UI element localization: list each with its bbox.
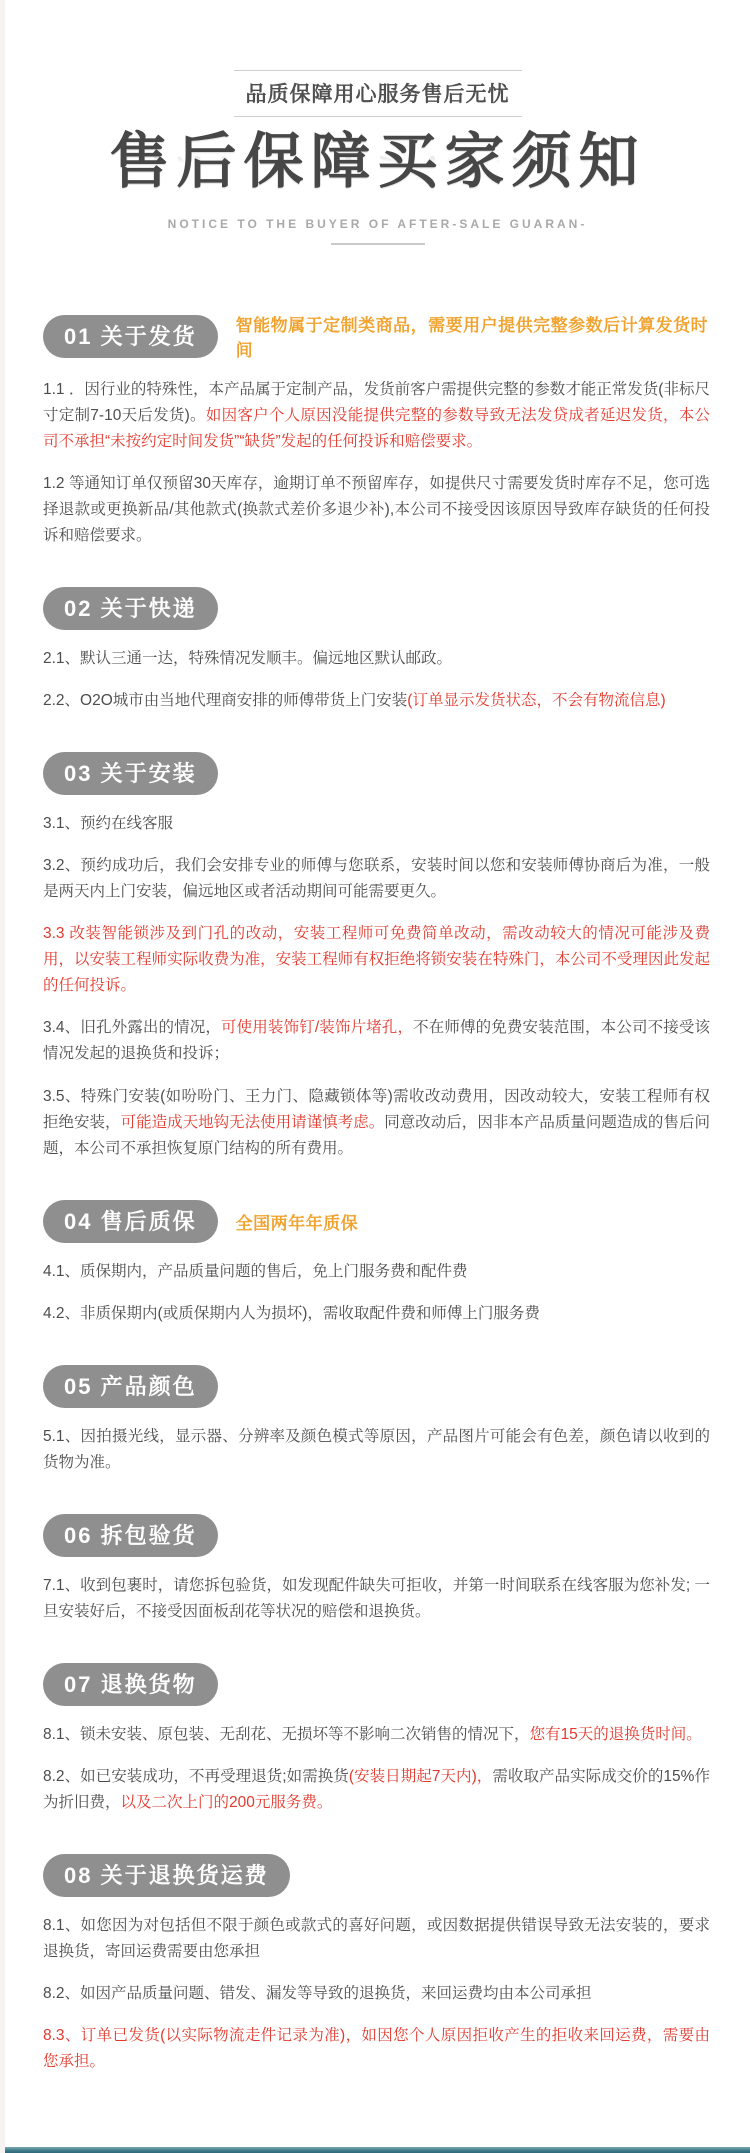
- tagline-box: [234, 70, 522, 117]
- paragraph: [43, 1981, 710, 2007]
- text: 2.2、O2O城市由当地代理商安排的师傅带货上门安装: [43, 692, 408, 710]
- section-08: [43, 1854, 710, 2075]
- section-header-row: [43, 1663, 710, 1706]
- paragraph: [43, 1424, 710, 1476]
- section-badge-03: 03 关于安装: [43, 752, 218, 795]
- header: [5, 0, 750, 245]
- text: 8.2、如因产品质量问题、错发、漏发等导致的退换货，来回运费均由本公司承担: [43, 1984, 592, 2002]
- text: 8.1、如您因为对包括但不限于颜色或款式的喜好问题，或因数据提供错误导致无法安装的，要求退换货，寄回运费需要由您承担: [43, 1916, 710, 1960]
- paragraph: [43, 471, 710, 549]
- section-badge-04: 04 售后质保: [43, 1200, 218, 1243]
- section-02: [43, 587, 710, 714]
- paragraph: [43, 2023, 710, 2075]
- section-05: [43, 1365, 710, 1476]
- page-subtitle-en: NOTICE TO THE BUYER OF AFTER-SALE GUARAN-: [167, 217, 588, 231]
- section-badge-05: 05 产品颜色: [43, 1365, 218, 1408]
- text-highlight-red: 如因客户个人原因没能提供完整的参数导致无法发贷成者延迟发货，本公司不承担“未按约定时间发货”“缺货”发起的任何投诉和赔偿要求。: [43, 407, 710, 451]
- section-04: [43, 1200, 710, 1327]
- text: 3.4、旧孔外露出的情况，: [43, 1019, 222, 1037]
- paragraph: [43, 1722, 710, 1748]
- text-highlight-red: 可能造成天地钩无法使用请谨慎考虑。: [120, 1113, 385, 1131]
- section-header-row: [43, 1854, 710, 1897]
- text: 1.2 等通知订单仅预留30天库存，逾期订单不预留库存，如提供尺寸需要发货时库存不足，您可选择退款或更换新品/其他款式(换款式差价多退少补),本公司不接受因该原因导致库存缺货的任何投诉和赔偿要求。: [43, 475, 710, 545]
- section-badge-01: 01 关于发货: [43, 315, 218, 358]
- paragraph: [43, 1764, 710, 1816]
- paragraph: [43, 688, 710, 714]
- section-header-row: [43, 1200, 710, 1243]
- text: 2.1、默认三通一达，特殊情况发顺丰。偏远地区默认邮政。: [43, 650, 453, 668]
- section-06: [43, 1514, 710, 1625]
- paragraph: [43, 1259, 710, 1285]
- paragraph: [43, 853, 710, 905]
- section-note: 智能物属于定制类商品，需要用户提供完整参数后计算发货时间: [235, 316, 709, 360]
- section-note: 全国两年年质保: [235, 1213, 359, 1233]
- paragraph: [43, 377, 710, 455]
- text: 7.1、收到包裹时，请您拆包验货，如发现配件缺失可拒收，并第一时间联系在线客服为您补发; 一旦安装好后，不接受因面板刮花等状况的赔偿和退换货。: [43, 1576, 710, 1620]
- section-01: [43, 311, 710, 549]
- text: 不在师傅的免费安装范围，本公司不接受该情况发起的退换货和投诉；: [43, 1019, 710, 1063]
- section-badge-02: 02 关于快递: [43, 587, 218, 630]
- footer-accent-bar: [5, 2147, 750, 2153]
- paragraph: [43, 1573, 710, 1625]
- footer-spacer: [5, 2113, 750, 2147]
- section-header-row: [43, 752, 710, 795]
- text: 5.1、因拍摄光线，显示器、分辨率及颜色模式等原因，产品图片可能会有色差，颜色请以收到的货物为准。: [43, 1427, 710, 1471]
- text-highlight-red: (安装日期起7天内)，: [348, 1767, 493, 1785]
- text: 需收取产品实际成交价的15%作为折旧费，: [43, 1767, 710, 1811]
- section-07: [43, 1663, 710, 1816]
- text-highlight-red: 3.3 改装智能锁涉及到门孔的改动，安装工程师可免费简单改动，需改动较大的情况可能涉及费用，以安装工程师实际收费为准，安装工程师有权拒绝将锁安装在特殊门，本公司不受理因此发起的任何投诉。: [43, 925, 710, 995]
- text: 同意改动后，因非本产品质量问题造成的售后问题，本公司不承担恢复原门结构的所有费用。: [43, 1113, 710, 1157]
- sections: [5, 311, 750, 2113]
- text-highlight-red: 您有15天的退换货时间。: [529, 1725, 702, 1743]
- text: 1.1 ．因行业的特殊性，本产品属于定制产品，发货前客户需提供完整的参数才能正常发货(非标尺寸定制7-10天后发货)。: [43, 381, 710, 425]
- subtitle-divider: [331, 243, 425, 245]
- paragraph: [43, 1301, 710, 1327]
- paragraph: [43, 811, 710, 837]
- text: 8.2、如已安装成功，不再受理退货;如需换货: [43, 1767, 349, 1785]
- paragraph: [43, 646, 710, 672]
- section-03: [43, 752, 710, 1161]
- text: 4.2、非质保期内(或质保期内人为损坏)，需收取配件费和师傅上门服务费: [43, 1304, 540, 1322]
- header-tagline: 品质保障用心服务售后无忧: [245, 83, 510, 106]
- text: 3.5、特殊门安装(如吩吩门、王力门、隐藏锁体等)需收改动费用，因改动较大，安装工程师有权拒绝安装，: [43, 1087, 710, 1131]
- section-header-row: [43, 587, 710, 630]
- text-highlight-red: 8.3、订单已发货(以实际物流走件记录为准)，如因您个人原因拒收产生的拒收来回运费，需要由您承担。: [43, 2026, 710, 2070]
- text-highlight-red: (订单显示发货状态，不会有物流信息): [407, 692, 666, 710]
- paragraph: [43, 1084, 710, 1162]
- text: 4.1、质保期内，产品质量问题的售后，免上门服务费和配件费: [43, 1262, 468, 1280]
- section-badge-06: 06 拆包验货: [43, 1514, 218, 1557]
- text: 8.1、锁未安装、原包装、无刮花、无损坏等不影响二次销售的情况下，: [43, 1725, 530, 1743]
- text: 3.2、预约成功后，我们会安排专业的师傅与您联系，安装时间以您和安装师傅协商后为准，一般是两天内上门安装，偏远地区或者活动期间可能需要更久。: [43, 857, 710, 901]
- paragraph: [43, 1015, 710, 1067]
- paragraph: [43, 921, 710, 999]
- section-header-row: [43, 1365, 710, 1408]
- section-badge-07: 07 退换货物: [43, 1663, 218, 1706]
- paragraph: [43, 1913, 710, 1965]
- text-highlight-red: 以及二次上门的200元服务费。: [120, 1793, 333, 1811]
- section-header-row: [43, 1514, 710, 1557]
- section-badge-08: 08 关于退换货运费: [43, 1854, 290, 1897]
- text-highlight-red: 可使用装饰钉/装饰片堵孔，: [221, 1019, 414, 1037]
- section-header-row: [43, 311, 710, 361]
- page-title: 售后保障买家须知: [109, 128, 646, 195]
- text: 3.1、预约在线客服: [43, 815, 174, 833]
